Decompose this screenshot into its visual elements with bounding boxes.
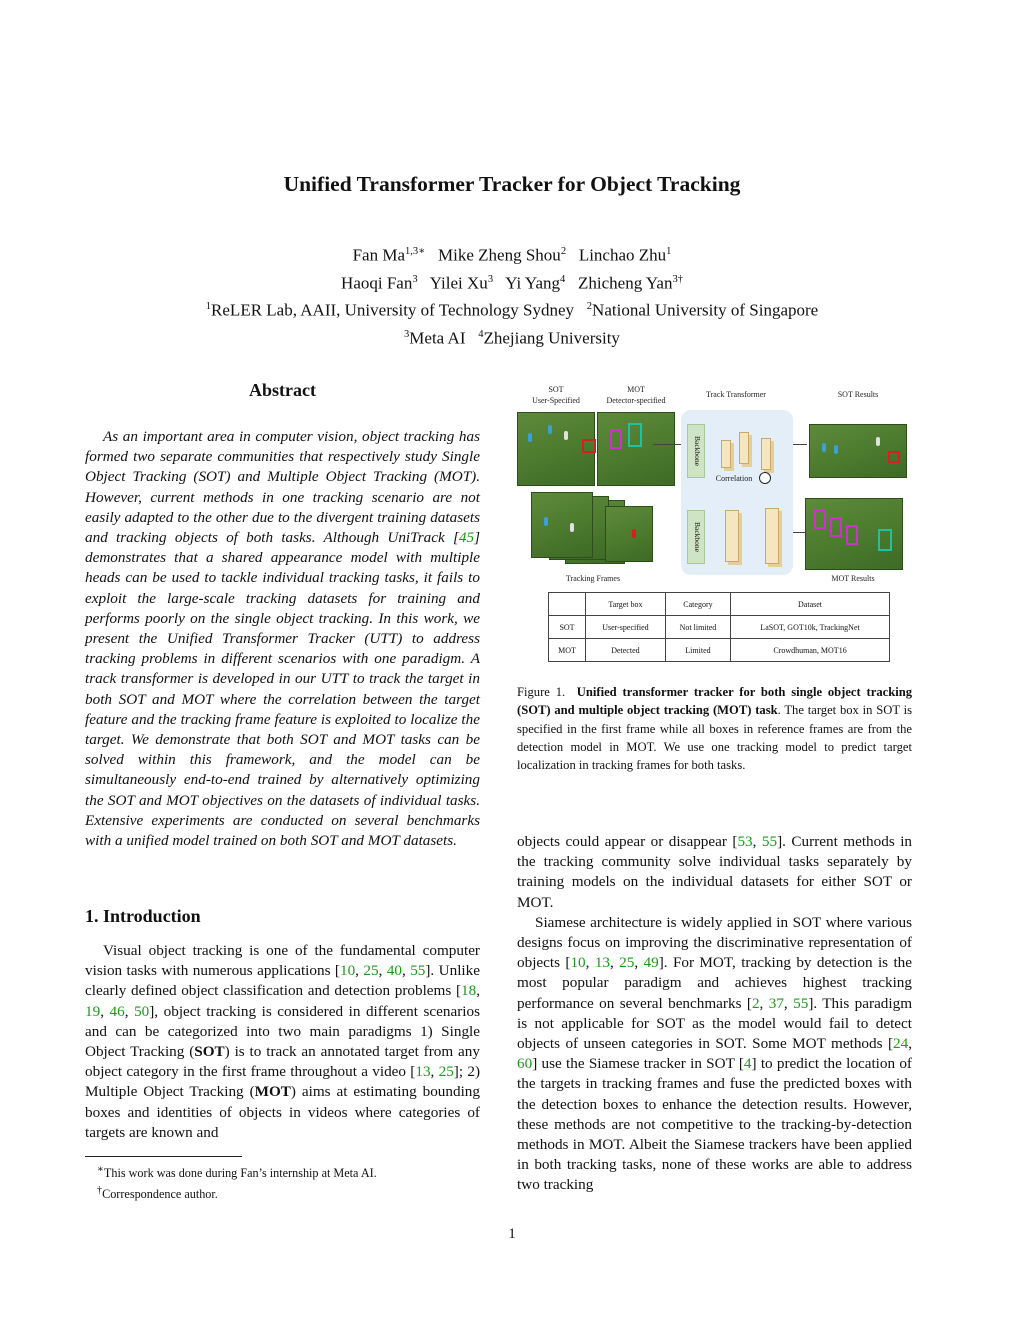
author-name: Linchao Zhu xyxy=(578,245,667,265)
author-sup: 2 xyxy=(560,246,567,257)
citation-link[interactable]: 19 xyxy=(85,1002,101,1020)
footnote-rule xyxy=(85,1156,242,1157)
track-transformer-label: Track Transformer xyxy=(706,390,766,399)
bold-term: SOT xyxy=(194,1043,225,1061)
footnote-text: Correspondence author. xyxy=(102,1187,218,1202)
table-cell: Dataset xyxy=(731,593,890,616)
author-sup: 3 xyxy=(487,273,494,285)
table-cell: Crowdhuman, MOT16 xyxy=(731,639,890,662)
citation-link[interactable]: 25 xyxy=(363,962,379,980)
table-cell: MOT xyxy=(549,639,586,662)
sot-target-box xyxy=(582,439,596,453)
sot-result-box xyxy=(888,451,900,463)
author-line-1 xyxy=(0,240,1024,268)
author-name: Fan Ma xyxy=(352,245,406,265)
affiliation: National University of Singapore xyxy=(592,300,819,320)
comparison-table xyxy=(548,592,890,662)
figure-caption xyxy=(517,683,912,774)
text-run: ]. For MOT, tracking by detection is the most popular paradigm and achieves highest tracking performance on several benchmarks [ xyxy=(517,954,912,1012)
aff-sup: 2 xyxy=(586,301,593,313)
player xyxy=(834,445,838,454)
mot-result-box xyxy=(814,509,826,529)
footnote-2 xyxy=(97,1182,377,1203)
abstract-heading: Abstract xyxy=(249,380,316,400)
player xyxy=(544,517,548,526)
aff-sup: 1 xyxy=(205,301,212,313)
table-cell xyxy=(549,593,586,616)
table-cell: Category xyxy=(665,593,730,616)
label-line: User-Specified xyxy=(532,396,580,405)
table-header-row xyxy=(549,593,890,616)
table-cell: SOT xyxy=(549,616,586,639)
tracking-frame xyxy=(605,506,653,562)
aff-sup: 4 xyxy=(478,328,484,340)
player xyxy=(822,443,826,452)
player xyxy=(548,425,552,434)
arrow xyxy=(653,444,681,445)
paragraph: objects could appear or disappear [53, 55]. Current methods in the tracking community solve individual tasks separately by training models on the individual datasets for either SOT or MOT. xyxy=(517,833,913,911)
citation-link[interactable]: 13 xyxy=(594,954,610,972)
introduction-heading: 1. Introduction xyxy=(85,906,201,926)
mot-detection-box xyxy=(610,429,622,449)
player xyxy=(564,431,568,440)
mot-reference-frame xyxy=(597,412,675,486)
tracking-frame xyxy=(531,492,593,558)
table-cell: Target box xyxy=(586,593,666,616)
paragraph: Siamese architecture is widely applied in SOT where various designs focus on improving the discriminative representation of objects [10, 13, 25, 49]. For MOT, tracking by detection is the most popular paradigm and achieves highest tracking performance on several benchmarks [2, 37, 55]. This paradigm is not applicable for SOT as the model would fail to detect objects of unseen categories in SOT. Some MOT methods [24, 60] use the Siamese tracker in SOT [4] to predict the location of the targets in tracking frames and fuse the predicted boxes with the detection boxes to enhance the detection results. However, these methods are not competitive to the tracking-by-detection methods in MOT. Albeit the Siamese trackers have been applied in both tracking tasks, none of these works are able to address two tracking xyxy=(517,913,913,1194)
target-feature xyxy=(721,440,731,468)
affiliation: Zhejiang University xyxy=(483,328,620,348)
citation-link[interactable]: 55 xyxy=(761,833,778,850)
author-name: Haoqi Fan xyxy=(341,273,413,293)
author-sup: 4 xyxy=(560,273,566,285)
sot-input-label xyxy=(521,384,591,406)
frame-feature xyxy=(725,510,739,562)
arrow xyxy=(793,444,807,445)
caption-bold: Unified transformer tracker for both single object tracking (SOT) and multiple object tracking (MOT) task xyxy=(517,685,913,718)
footnote-text: This work was done during Fan’s internship at Meta AI. xyxy=(103,1166,377,1181)
table-cell: LaSOT, GOT10k, TrackingNet xyxy=(731,616,890,639)
citation-link[interactable]: 46 xyxy=(109,1002,125,1020)
table-row xyxy=(549,639,890,662)
mot-results-label: MOT Results xyxy=(831,574,875,583)
tracking-frames-label: Tracking Frames xyxy=(565,574,621,583)
citation-link[interactable]: 4 xyxy=(743,1055,752,1073)
label-line: SOT xyxy=(548,385,564,394)
backbone-block: Backbone xyxy=(687,424,705,478)
footnotes xyxy=(85,1161,377,1203)
figure-1 xyxy=(513,382,923,672)
text-run: Visual object tracking is one of the fundamental computer vision tasks with numerous applications [ xyxy=(85,942,480,980)
table-cell: Not limited xyxy=(665,616,730,639)
text-run: ]. Current methods in the tracking community solve individual tasks separately by training models on the individual datasets for either SOT or MOT. xyxy=(517,833,913,911)
paper-title: Unified Transformer Tracker for Object Tracking xyxy=(283,172,741,196)
citation-link[interactable]: 25 xyxy=(619,954,635,972)
bold-term: MOT xyxy=(254,1083,291,1101)
right-column-text xyxy=(517,832,912,1196)
citation-link[interactable]: 13 xyxy=(415,1063,431,1081)
affiliation-line-2 xyxy=(0,323,1024,351)
abstract-text xyxy=(85,427,480,851)
mot-result-frame xyxy=(805,498,903,570)
text-run: ]; 2) Multiple Object Tracking ( xyxy=(85,1063,481,1101)
citation-link[interactable]: 60 xyxy=(517,1055,533,1073)
citation-link[interactable]: 24 xyxy=(893,1035,909,1053)
citation-link[interactable]: 18 xyxy=(461,982,477,1000)
affiliation: Meta AI xyxy=(409,328,466,348)
author-name: Zhicheng Yan xyxy=(578,273,673,293)
citation-link[interactable]: 25 xyxy=(438,1063,454,1081)
mot-input-label xyxy=(597,384,675,406)
player xyxy=(570,523,574,532)
sot-reference-frame xyxy=(517,412,595,486)
mot-detection-box xyxy=(628,423,642,447)
mot-result-box xyxy=(846,525,858,545)
footnote-mark: † xyxy=(97,1185,103,1197)
author-sup: 1 xyxy=(666,246,672,257)
label-line: Detector-specified xyxy=(606,396,666,405)
author-name: Yilei Xu xyxy=(429,273,488,293)
abstract-part: ] demonstrates that a shared appearance model with multiple heads can be used to tackle individual tracking tasks, it fails to exploit the large-scale tracking datasets for training and performs poorly on the single object tracking. In this work, we present the Unified Transformer Tracker (UTT) to address tracking problems in different scenarios with one paradigm. A track transformer is developed in our UTT to track the target in both SOT and MOT where the correlation between the target feature and the tracking frame feature is exploited to localize the target. We demonstrate that both SOT and MOT tasks can be solved within this framework, and the model can be simultaneously end-to-end trained by alternatively optimizing the SOT and MOT objectives on the datasets of individual tasks. Extensive experiments are conducted on several benchmarks with a unified model trained on both SOT and MOT datasets. xyxy=(85,529,480,850)
caption-label: Figure 1. xyxy=(517,685,566,699)
player xyxy=(632,529,636,538)
text-run: objects could appear or disappear [ xyxy=(517,833,738,850)
abstract-part: As an important area in computer vision, object tracking has formed two separate communities that respectively study Single Object Tracking (SOT) and Multiple Object Tracking (MOT). However, current methods in one tracking scenario are not easily adapted to the other due to the divergent training datasets and tracking objects of both tasks. Although UniTrack [ xyxy=(85,428,480,547)
citation-link[interactable]: 55 xyxy=(410,962,426,980)
text-run: Siamese architecture is widely applied in SOT where various designs focus on improving the discriminative representation of objects [ xyxy=(517,913,912,972)
citation-link[interactable]: 37 xyxy=(768,994,784,1012)
citation-link[interactable]: 10 xyxy=(570,954,586,972)
track-transformer-panel xyxy=(681,410,793,575)
citation-link[interactable]: 50 xyxy=(134,1002,150,1020)
author-line-2 xyxy=(0,268,1024,296)
sot-results-label: SOT Results xyxy=(837,390,879,399)
label-line: MOT xyxy=(627,385,645,394)
aff-sup: 3 xyxy=(404,328,410,340)
introduction-text: Visual object tracking is one of the fundamental computer vision tasks with numerous applications [10, 25, 40, 55]. Unlike clearly defined object classification and detection problems [18, 19, 46, 50], object tracking is considered in different scenarios and can be categorized into two main paradigms 1) Single Object Tracking (SOT) is to track an annotated target from any object category in the first frame throughout a video [13, 25]; 2) Multiple Object Tracking (MOT) aims at estimating bounding boxes and identities of objects in videos where categories of targets are known and xyxy=(85,942,481,1141)
text-run: ) is to track an annotated target from any object category in the first frame throughout a video [ xyxy=(85,1043,480,1081)
author-name: Yi Yang xyxy=(505,273,560,293)
player xyxy=(876,437,880,446)
affiliation: ReLER Lab, AAII, University of Technology Sydney xyxy=(211,300,575,320)
mot-result-box xyxy=(830,517,842,537)
text-run: ] to predict the location of the targets in tracking frames and fuse the predicted boxes with the detection boxes to enhance the detection results. However, these methods are not competitive to the tracking-by-detection methods in MOT. Albeit the Siamese trackers have been applied in both tracking tasks, none of these works are able to address two tracking xyxy=(517,1055,912,1194)
author-sup: 1,3∗ xyxy=(405,246,426,257)
target-feature xyxy=(739,432,749,464)
correlation-operator-icon xyxy=(759,472,771,484)
sot-result-frame xyxy=(809,424,907,478)
text-run: ) aims at estimating bounding boxes and identities of objects in videos where categories of targets are known and xyxy=(85,1083,480,1141)
player xyxy=(528,433,532,442)
target-feature xyxy=(761,438,771,470)
footnote-mark: ∗ xyxy=(97,1164,104,1175)
backbone-block: Backbone xyxy=(687,510,705,564)
affiliation-line-1 xyxy=(0,295,1024,323)
text-run: ]. Unlike clearly defined object classification and detection problems [ xyxy=(85,962,480,1000)
citation-link[interactable]: 45 xyxy=(458,529,475,547)
citation-link[interactable]: 53 xyxy=(737,833,753,850)
mot-result-box xyxy=(878,529,892,551)
author-sup: 3† xyxy=(672,273,683,285)
citation-link[interactable]: 49 xyxy=(643,954,659,972)
footnote-1 xyxy=(97,1161,377,1182)
citation-link[interactable]: 2 xyxy=(751,994,760,1012)
frame-feature xyxy=(765,508,779,564)
table-cell: Detected xyxy=(586,639,666,662)
text-run: ]. This paradigm is not applicable for SOT as the model would fail to detect objects of unseen categories in SOT. Some MOT methods [ xyxy=(517,994,913,1053)
correlation-label: Correlation xyxy=(715,474,753,483)
table-row xyxy=(549,616,890,639)
author-block xyxy=(0,240,1024,351)
table-cell: Limited xyxy=(665,639,730,662)
author-sup: 3 xyxy=(412,273,418,285)
page-number: 1 xyxy=(508,1226,516,1242)
citation-link[interactable]: 55 xyxy=(793,994,809,1012)
caption-text: . The target box in SOT is specified in the first frame while all boxes in reference frames are from the detection model in MOT. We use one tracking model to predict target localization in tracking frames for both tasks. xyxy=(517,703,912,773)
citation-link[interactable]: 10 xyxy=(339,962,356,980)
text-run: ] use the Siamese tracker in SOT [ xyxy=(532,1055,744,1073)
table-cell: User-specified xyxy=(586,616,666,639)
author-name: Mike Zheng Shou xyxy=(438,245,561,265)
text-run: ], object tracking is considered in different scenarios and can be categorized into two main paradigms 1) Single Object Tracking ( xyxy=(85,1002,481,1061)
citation-link[interactable]: 40 xyxy=(386,962,402,980)
arrow xyxy=(793,532,805,533)
